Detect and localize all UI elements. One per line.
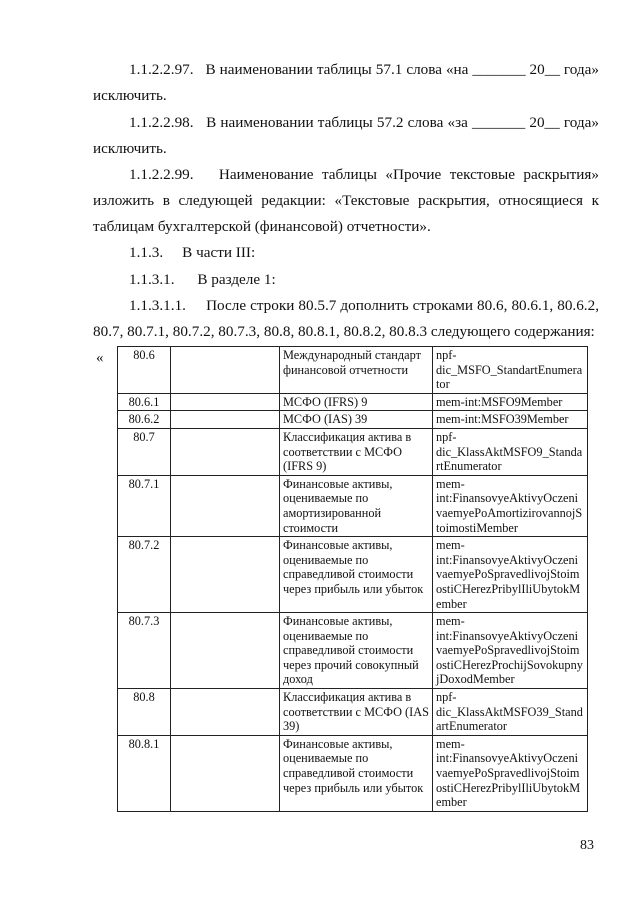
row-code: 80.7.3 [118,613,171,689]
row-code: 80.8.1 [118,735,171,811]
row-code: 80.6 [118,347,171,394]
row-name: Финансовые активы, оцениваемые по справедливой стоимости через прибыль или убыток [280,735,433,811]
row-code: 80.6.1 [118,393,171,411]
paragraph-1-1-2-2-97 [93,57,599,109]
paragraph-number: 1.1.3. [129,244,164,261]
paragraph-number: 1.1.2.2.98. [129,114,194,131]
table-row [118,428,588,475]
paragraph-1-1-2-2-98 [93,110,599,162]
row-name: Классификация актива в соответствии с МСФО (IAS 39) [280,689,433,736]
row-name: Финансовые активы, оцениваемые по справедливой стоимости через прибыль или убыток [280,537,433,613]
row-name: МСФО (IAS) 39 [280,411,433,429]
row-blank-cell [171,347,280,394]
row-blank-cell [171,689,280,736]
paragraph-text: В наименовании таблицы 57.1 слова «на _______ 20__ года» исключить. [93,61,599,104]
row-code: 80.7.1 [118,475,171,536]
row-name: МСФО (IFRS) 9 [280,393,433,411]
row-code: 80.8 [118,689,171,736]
paragraph-text: Наименование таблицы «Прочие текстовые раскрытия» изложить в следующей редакции: «Текстовые раскрытия, относящиеся к таблицам бухгалтерской (финансовой) отчетности». [93,166,600,235]
paragraph-number: 1.1.2.2.97. [129,61,194,78]
paragraph-1-1-3 [93,240,599,266]
table-row [118,475,588,536]
row-blank-cell [171,411,280,429]
row-element: npf-dic_KlassAktMSFO9_StandartEnumerator [433,428,588,475]
definitions-table-body [118,347,588,812]
paragraph-text: В части III: [182,244,256,261]
page-number: 83 [580,838,594,853]
row-element: mem-int:MSFO9Member [433,393,588,411]
paragraph-1-1-3-1-1 [93,293,599,345]
table-row [118,689,588,736]
table-row [118,393,588,411]
row-blank-cell [171,613,280,689]
row-element: npf-dic_KlassAktMSFO39_StandartEnumerator [433,689,588,736]
row-name: Финансовые активы, оцениваемые по амортизированной стоимости [280,475,433,536]
row-element: npf-dic_MSFO_StandartEnumerator [433,347,588,394]
definitions-table [117,346,588,812]
paragraph-number: 1.1.3.1. [129,271,175,288]
row-code: 80.6.2 [118,411,171,429]
row-blank-cell [171,428,280,475]
row-name: Международный стандарт финансовой отчетности [280,347,433,394]
table-row [118,411,588,429]
row-element: mem-int:MSFO39Member [433,411,588,429]
table-row [118,347,588,394]
paragraph-1-1-3-1 [93,267,599,293]
paragraph-number: 1.1.2.2.99. [129,166,194,183]
row-code: 80.7 [118,428,171,475]
paragraph-text: В наименовании таблицы 57.2 слова «за _______ 20__ года» исключить. [93,114,599,157]
row-name: Классификация актива в соответствии с МСФО (IFRS 9) [280,428,433,475]
table-row [118,537,588,613]
table-row [118,613,588,689]
row-name: Финансовые активы, оцениваемые по справедливой стоимости через прочий совокупный доход [280,613,433,689]
row-code: 80.7.2 [118,537,171,613]
row-element: mem-int:FinansovyeAktivyOczenivaemyePoAmortizirovannojStoimostiMember [433,475,588,536]
paragraph-1-1-2-2-99 [93,162,599,240]
row-element: mem-int:FinansovyeAktivyOczenivaemyePoSpravedlivojStoimostiCHerezProchijSovokupnyjDoxodMember [433,613,588,689]
row-element: mem-int:FinansovyeAktivyOczenivaemyePoSpravedlivojStoimostiCHerezPribylIliUbytokMember [433,735,588,811]
table-row [118,735,588,811]
row-blank-cell [171,475,280,536]
row-blank-cell [171,537,280,613]
paragraph-number: 1.1.3.1.1. [129,297,186,314]
row-blank-cell [171,393,280,411]
paragraph-text: После строки 80.5.7 дополнить строками 80.6, 80.6.1, 80.6.2, 80.7, 80.7.1, 80.7.2, 80.7.3, 80.8, 80.8.1, 80.8.2, 80.8.3 следующего содержания: [93,297,599,340]
open-quote: « [96,350,104,366]
row-element: mem-int:FinansovyeAktivyOczenivaemyePoSpravedlivojStoimostiCHerezPribylIliUbytokMember [433,537,588,613]
paragraph-text: В разделе 1: [197,271,276,288]
row-blank-cell [171,735,280,811]
